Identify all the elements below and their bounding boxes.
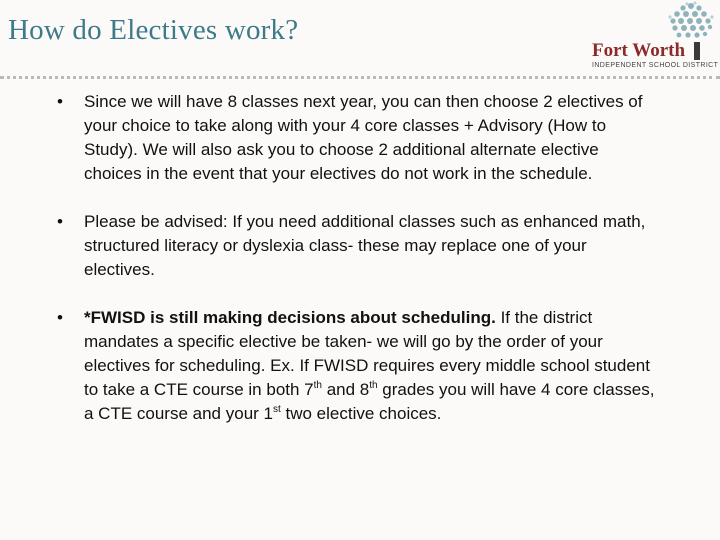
- bullet-item-fwisd-scheduling: [55, 306, 655, 426]
- bullet-list: [55, 90, 655, 426]
- text-part: If the district mandates a specific elective be taken- we will go by the order of your electives for scheduling. Ex. If FWISD requires every middle school student to take a CTE course in both 7: [84, 308, 650, 399]
- superscript: th: [369, 380, 378, 391]
- bullet-item-additional-classes: • Please be advised: If you need additional classes such as enhanced math, structured literacy or dyslexia class- these may replace one of your electives.: [55, 210, 655, 282]
- logo-subtitle: INDEPENDENT SCHOOL DISTRICT: [592, 62, 719, 69]
- superscript: st: [272, 404, 281, 415]
- dotted-divider: [0, 76, 720, 79]
- tree-trunk: [694, 42, 700, 60]
- text-part: grades you will have 4 core classes, a CTE course and your 1: [84, 380, 655, 423]
- bullet-item-eight-classes: • Since we will have 8 classes next year, you can then choose 2 electives of your choice to take along with your 4 core classes + Advisory (How to Study). We will also ask you to choose 2 additional alternate elective choices in the event that your electives do not work in the schedule.: [55, 90, 655, 186]
- fort-worth-isd-logo: [586, 0, 719, 72]
- page-title: How do Electives work?: [8, 14, 299, 46]
- text-part: and 8: [321, 380, 370, 399]
- text-part: two elective choices.: [280, 404, 442, 423]
- superscript: th: [313, 380, 322, 391]
- logo-wordmark: Fort Worth: [592, 40, 686, 61]
- bold-lead: *FWISD is still making decisions about scheduling.: [84, 308, 496, 327]
